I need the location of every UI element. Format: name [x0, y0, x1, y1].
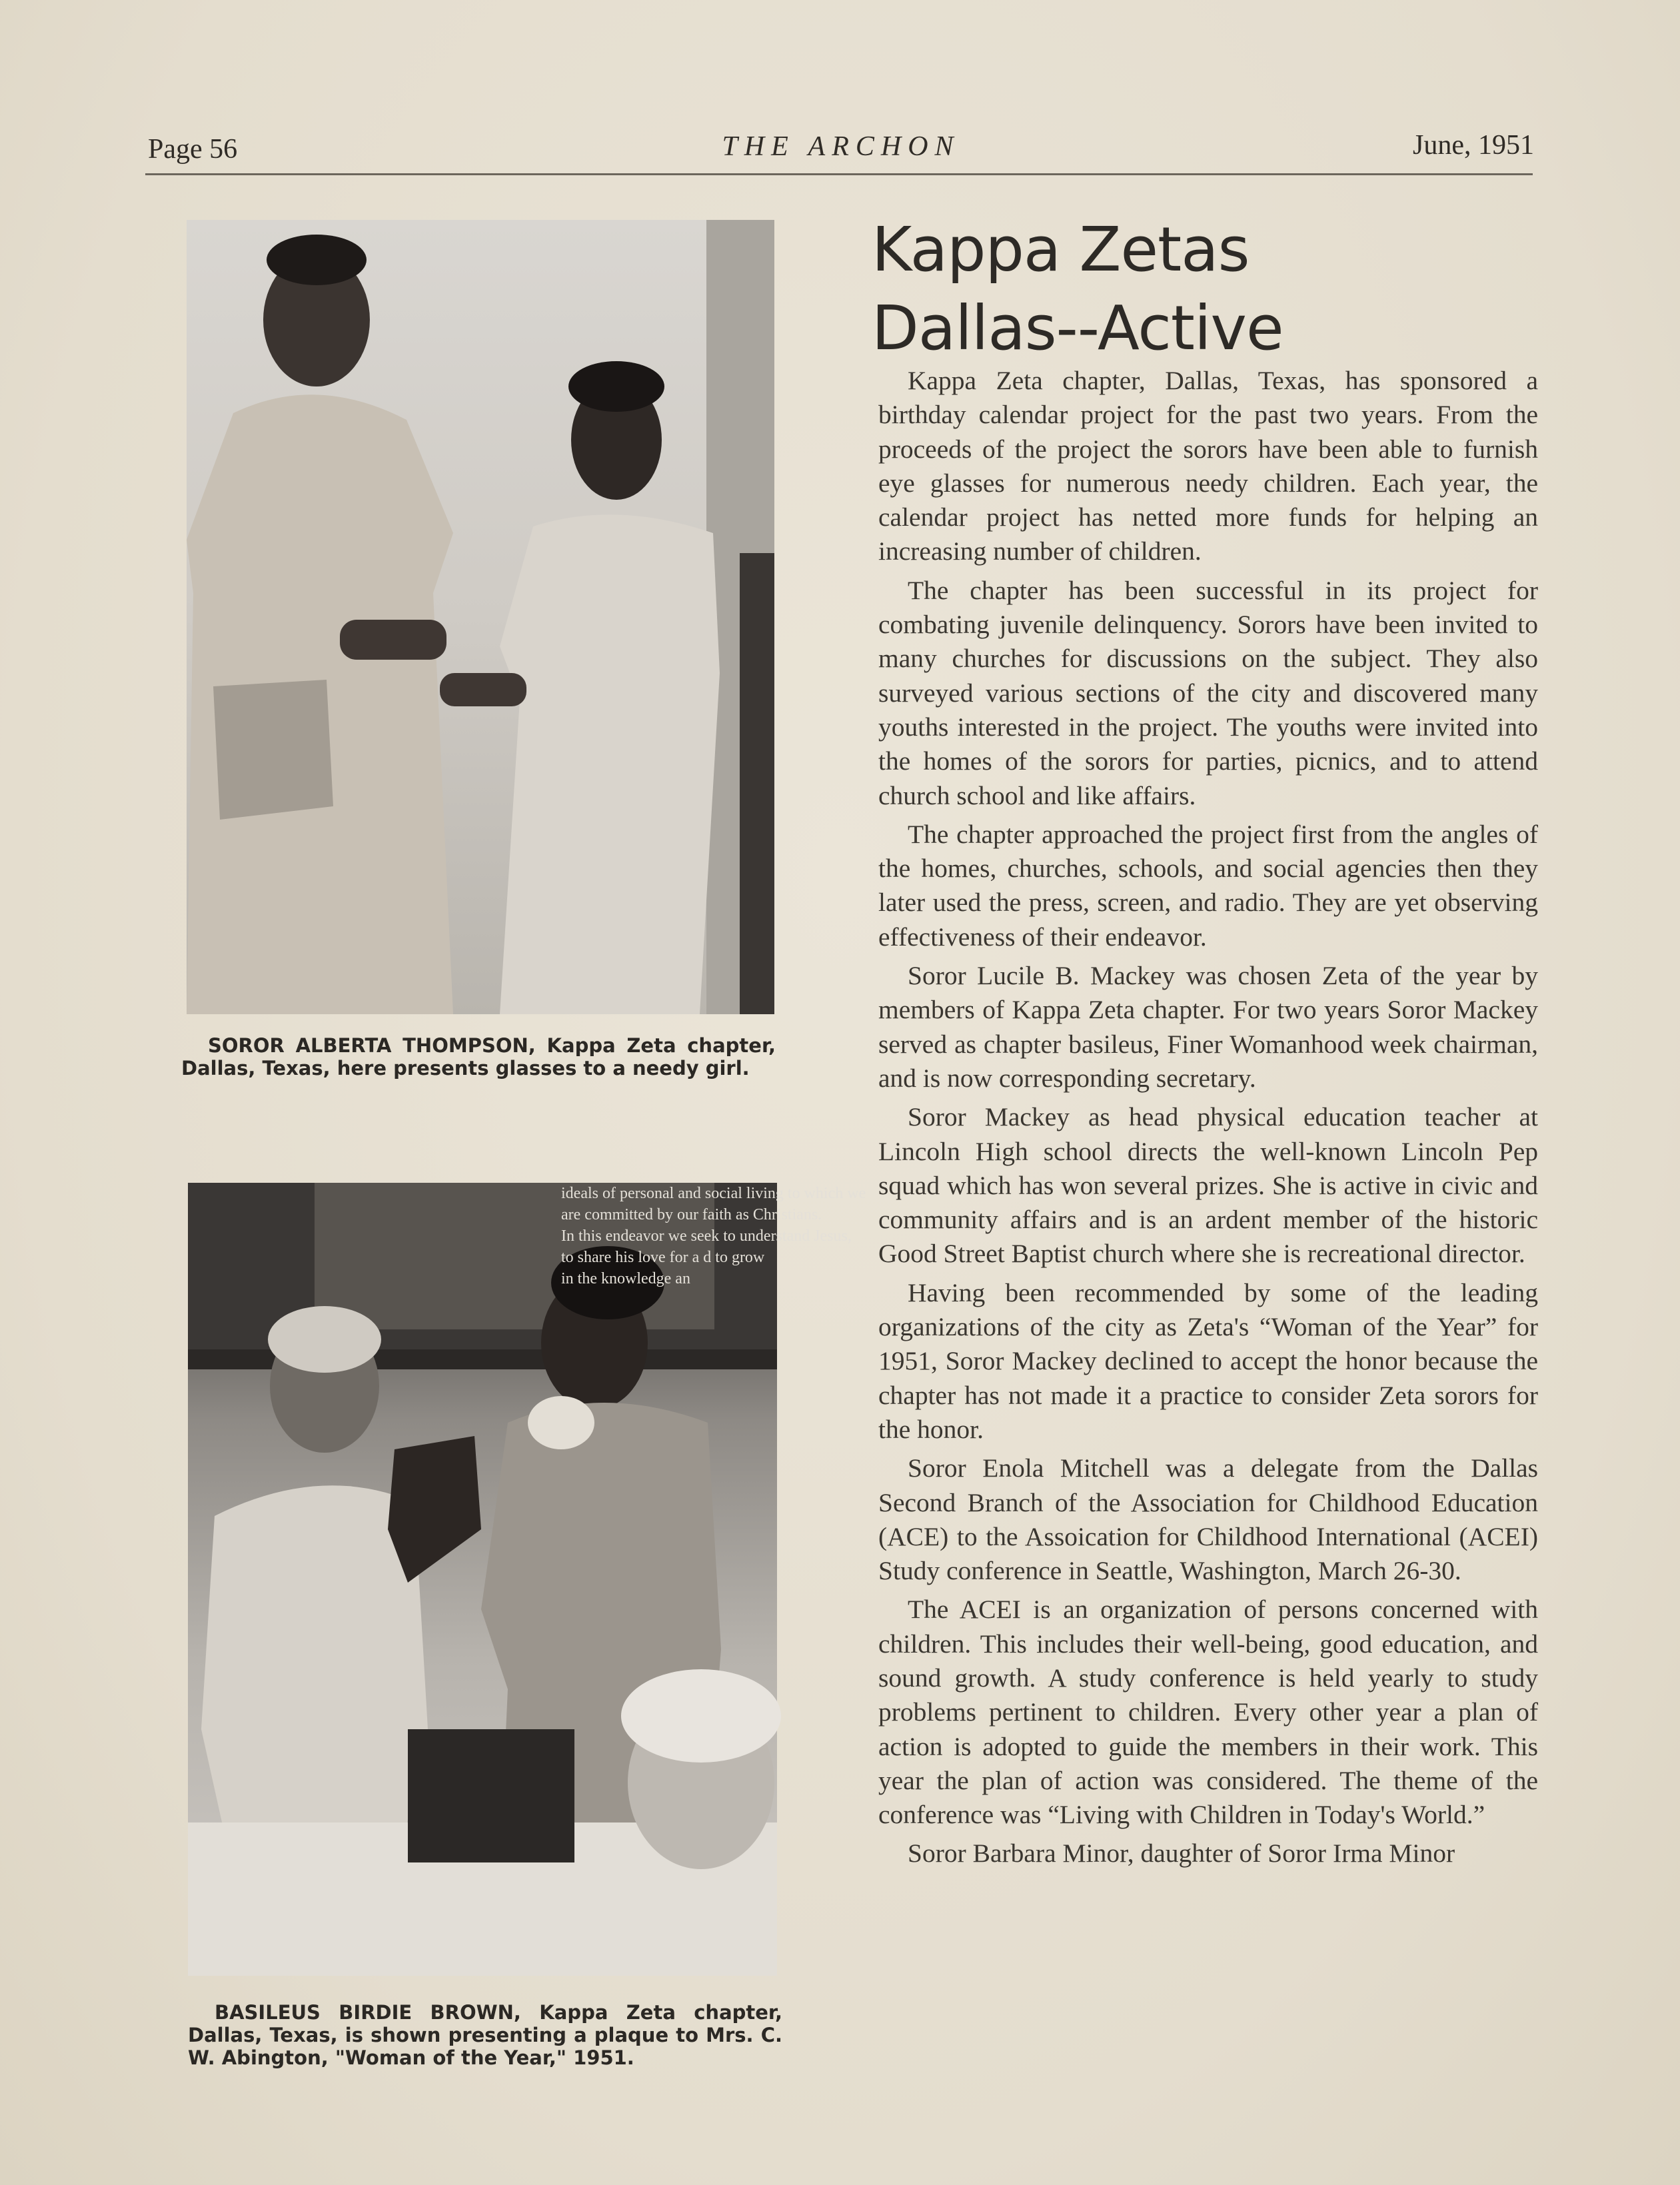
- photo-thompson-presenting-glasses: [187, 220, 774, 1014]
- article-paragraph: Soror Mackey as head physical education teacher at Lincoln High school directs the well-known Lincoln Pep squad which has won several prizes. She is active in civic and community affairs and is an ardent member of the historic Good Street Baptist church where she is recreational director.: [878, 1102, 1538, 1269]
- article-body: [878, 364, 1538, 1876]
- article-paragraph: Soror Barbara Minor, daughter of Soror Irma Minor: [908, 1838, 1455, 1868]
- header-rule: [145, 173, 1533, 175]
- wall-sign-line: are committed by our faith as Christians.: [561, 1206, 822, 1223]
- photo-caption-1: SOROR ALBERTA THOMPSON, Kappa Zeta chapter, Dallas, Texas, here presents glasses to a needy girl.: [181, 1034, 776, 1080]
- article-paragraph: Having been recommended by some of the leading organizations of the city as Zeta's “Woman of the Year” for 1951, Soror Mackey declined to accept the honor because the chapter has not made it a practice to consider Zeta sorors for the honor.: [878, 1277, 1538, 1444]
- photo-plaque-presentation: [188, 1183, 866, 1976]
- article-paragraph: The ACEI is an organization of persons concerned with children. This includes their well-being, good education, and sound growth. A study conference is held yearly to study problems pertinent to children. Every other year a plan of action is adopted to guide the members in their work. This year the plan of action was considered. The theme of the conference was “Living with Children in Today's World.”: [878, 1595, 1538, 1830]
- photo-caption-2: BASILEUS BIRDIE BROWN, Kappa Zeta chapter, Dallas, Texas, is shown presenting a plaque to Mrs. C. W. Abington, "Woman of the Year," 1951.: [188, 2001, 782, 2069]
- headline-line-1: Kappa Zetas: [872, 214, 1250, 285]
- wall-sign-line: In this endeavor we seek to understand Jesus,: [561, 1227, 852, 1245]
- wall-sign-line: ideals of personal and social living to which we: [561, 1185, 866, 1202]
- issue-date: June, 1951: [1413, 130, 1534, 161]
- article-paragraph: Kappa Zeta chapter, Dallas, Texas, has sponsored a birthday calendar project for the past two years. From the proceeds of the project the sorors have been able to furnish eye glasses for numerous needy children. Each year, the calendar project has netted more funds for helping an increasing number of children.: [878, 366, 1538, 566]
- article-paragraph: Soror Lucile B. Mackey was chosen Zeta of the year by members of Kappa Zeta chapter. For two years Soror Mackey served as chapter basileus, Finer Womanhood week chairman, and is now corresponding secretary.: [878, 961, 1538, 1093]
- photo-thompson-figures: [187, 220, 774, 1014]
- headline-line-2: Dallas--Active: [872, 293, 1283, 364]
- article-paragraph: The chapter approached the project first from the angles of the homes, churches, schools, and social agencies then they later used the press, screen, and radio. They are yet observing effectiveness of their endeavor.: [878, 819, 1538, 952]
- wall-sign-line: in the knowledge an: [561, 1270, 690, 1287]
- article-paragraph: Soror Enola Mitchell was a delegate from the Dallas Second Branch of the Association for Childhood Education (ACE) to the Assoication for Childhood International (ACEI) Study conference in Seattle, Washington, March 26-30.: [878, 1453, 1538, 1586]
- article-paragraph: The chapter has been successful in its project for combating juvenile delinquency. Sorors have been invited to many churches for discussions on the subject. They also surveyed various sections of the city and discovered many youths interested in the project. The youths were invited into the homes of the sorors for parties, picnics, and to attend church school and like affairs.: [878, 575, 1538, 810]
- page-header: [148, 125, 1534, 172]
- masthead: THE ARCHON: [722, 131, 960, 162]
- article-headline: [872, 211, 1538, 368]
- wall-sign-line: to share his love for a d to grow: [561, 1249, 765, 1266]
- page-number: Page 56: [148, 134, 238, 165]
